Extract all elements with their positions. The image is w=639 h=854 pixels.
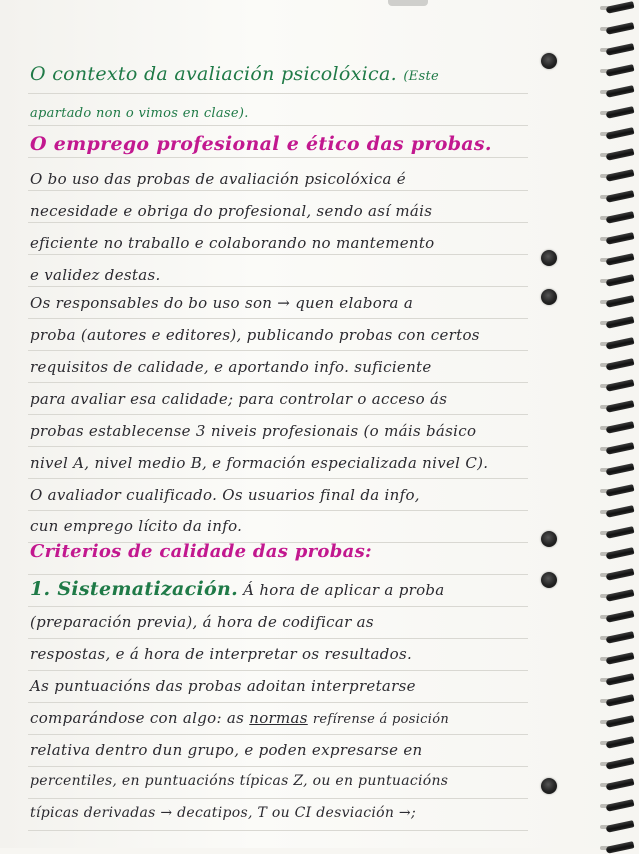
ruled-line xyxy=(28,350,528,351)
paragraph2-line: proba (autores e editores), publicando probas con certos xyxy=(30,326,480,344)
ruled-line xyxy=(28,222,528,223)
punch-hole xyxy=(541,778,557,794)
spiral-coil xyxy=(606,547,635,560)
spiral-coil xyxy=(606,757,635,770)
paragraph2-line: nivel A, nivel medio B, e formación especializada nivel C). xyxy=(30,454,489,472)
title-text: O contexto da avaliación psicolóxica. xyxy=(30,63,397,85)
normas-underlined: normas xyxy=(249,709,308,727)
ruled-line xyxy=(28,670,528,671)
spiral-coil xyxy=(606,64,635,77)
title-note: (Este xyxy=(403,69,439,84)
paragraph3-line xyxy=(30,709,449,727)
spiral-coil xyxy=(606,442,635,455)
ruled-line xyxy=(28,93,528,94)
spiral-coil xyxy=(606,400,635,413)
ruled-line xyxy=(28,638,528,639)
ruled-line xyxy=(28,766,528,767)
note-line: apartado non o vimos en clase). xyxy=(30,106,249,121)
paragraph2-line: O avaliador cualificado. Os usuarios final da info, xyxy=(30,486,420,504)
paragraph2-line: para avaliar esa calidade; para controlar o acceso ás xyxy=(30,390,448,408)
ruled-line xyxy=(28,446,528,447)
item1-line: (preparación previa), á hora de codificar as xyxy=(30,613,374,631)
spiral-coil xyxy=(606,337,635,350)
ruled-line xyxy=(28,157,528,158)
spiral-coil xyxy=(606,43,635,56)
punch-hole xyxy=(541,531,557,547)
ruled-line xyxy=(28,510,528,511)
spiral-coil xyxy=(606,106,635,119)
spiral-coil xyxy=(606,190,635,203)
spiral-coil xyxy=(606,358,635,371)
paragraph2-line: requisitos de calidade, e aportando info. suficiente xyxy=(30,358,432,376)
spiral-coil xyxy=(606,505,635,518)
paragraph2-line: probas establecense 3 niveis profesionais (o máis básico xyxy=(30,422,477,440)
spiral-coil xyxy=(606,421,635,434)
paragraph1-line: eficiente no traballo e colaborando no mantemento xyxy=(30,234,435,252)
spiral-coil xyxy=(606,463,635,476)
spiral-coil xyxy=(606,799,635,812)
spiral-coil xyxy=(606,715,635,728)
spiral-coil xyxy=(606,631,635,644)
spiral-coil xyxy=(606,1,635,14)
ruled-line xyxy=(28,702,528,703)
ruled-line xyxy=(28,478,528,479)
paragraph3-line: relativa dentro dun grupo, e poden expresarse en xyxy=(30,741,423,759)
paragraph1-line: O bo uso das probas de avaliación psicolóxica é xyxy=(30,170,406,188)
paragraph3-line: percentiles, en puntuacións típicas Z, ou en puntuacións xyxy=(30,773,449,789)
punch-hole xyxy=(541,53,557,69)
paragraph2-line: cun emprego lícito da info. xyxy=(30,517,243,535)
spiral-coil xyxy=(606,253,635,266)
spiral-coil xyxy=(606,484,635,497)
ruled-line xyxy=(28,190,528,191)
item1-line xyxy=(30,578,445,600)
paragraph3-line: típicas derivadas → decatipos, T ou CI desviación →; xyxy=(30,805,416,821)
paragraph3-line: As puntuacións das probas adoitan interpretarse xyxy=(30,677,416,695)
ruled-line xyxy=(28,798,528,799)
spiral-binding xyxy=(600,0,639,848)
ruled-line xyxy=(28,734,528,735)
ruled-line xyxy=(28,574,528,575)
paragraph3-text: comparándose con algo: as xyxy=(30,709,245,727)
item1-text: Á hora de aplicar a proba xyxy=(243,581,445,599)
spiral-coil xyxy=(606,820,635,833)
paragraph2-line: Os responsables do bo uso son → quen elabora a xyxy=(30,294,414,312)
section1-heading: O emprego profesional e ético das probas. xyxy=(30,133,492,155)
ruled-line xyxy=(28,382,528,383)
spiral-coil xyxy=(606,526,635,539)
item1-line: respostas, e á hora de interpretar os resultados. xyxy=(30,645,413,663)
spiral-coil xyxy=(606,127,635,140)
spiral-coil xyxy=(606,22,635,35)
ruled-line xyxy=(28,286,528,287)
punch-hole xyxy=(541,250,557,266)
spiral-coil xyxy=(606,169,635,182)
spiral-coil xyxy=(606,736,635,749)
spiral-coil xyxy=(606,610,635,623)
spiral-coil xyxy=(606,295,635,308)
punch-hole xyxy=(541,289,557,305)
spiral-coil xyxy=(606,148,635,161)
ruled-line xyxy=(28,254,528,255)
title-line xyxy=(30,63,439,85)
ruled-line xyxy=(28,318,528,319)
paragraph3-text: refírense á posición xyxy=(312,712,449,727)
punch-hole xyxy=(541,572,557,588)
item1-heading: 1. Sistematización. xyxy=(30,578,239,600)
spiral-coil xyxy=(606,778,635,791)
ruled-line xyxy=(28,125,528,126)
spiral-coil xyxy=(606,673,635,686)
ruled-line xyxy=(28,414,528,415)
paragraph1-line: e validez destas. xyxy=(30,266,161,284)
paragraph1-line: necesidade e obriga do profesional, sendo así máis xyxy=(30,202,433,220)
ruled-line xyxy=(28,830,528,831)
spiral-coil xyxy=(606,316,635,329)
section2-heading: Criterios de calidade das probas: xyxy=(30,541,372,562)
spiral-coil xyxy=(606,232,635,245)
spiral-coil xyxy=(606,589,635,602)
ruled-line xyxy=(28,606,528,607)
spiral-coil xyxy=(606,652,635,665)
spiral-coil xyxy=(606,211,635,224)
spiral-coil xyxy=(606,379,635,392)
spiral-coil xyxy=(606,568,635,581)
spiral-coil xyxy=(606,694,635,707)
spiral-coil xyxy=(606,85,635,98)
spiral-coil xyxy=(606,274,635,287)
page-tab xyxy=(388,0,428,6)
